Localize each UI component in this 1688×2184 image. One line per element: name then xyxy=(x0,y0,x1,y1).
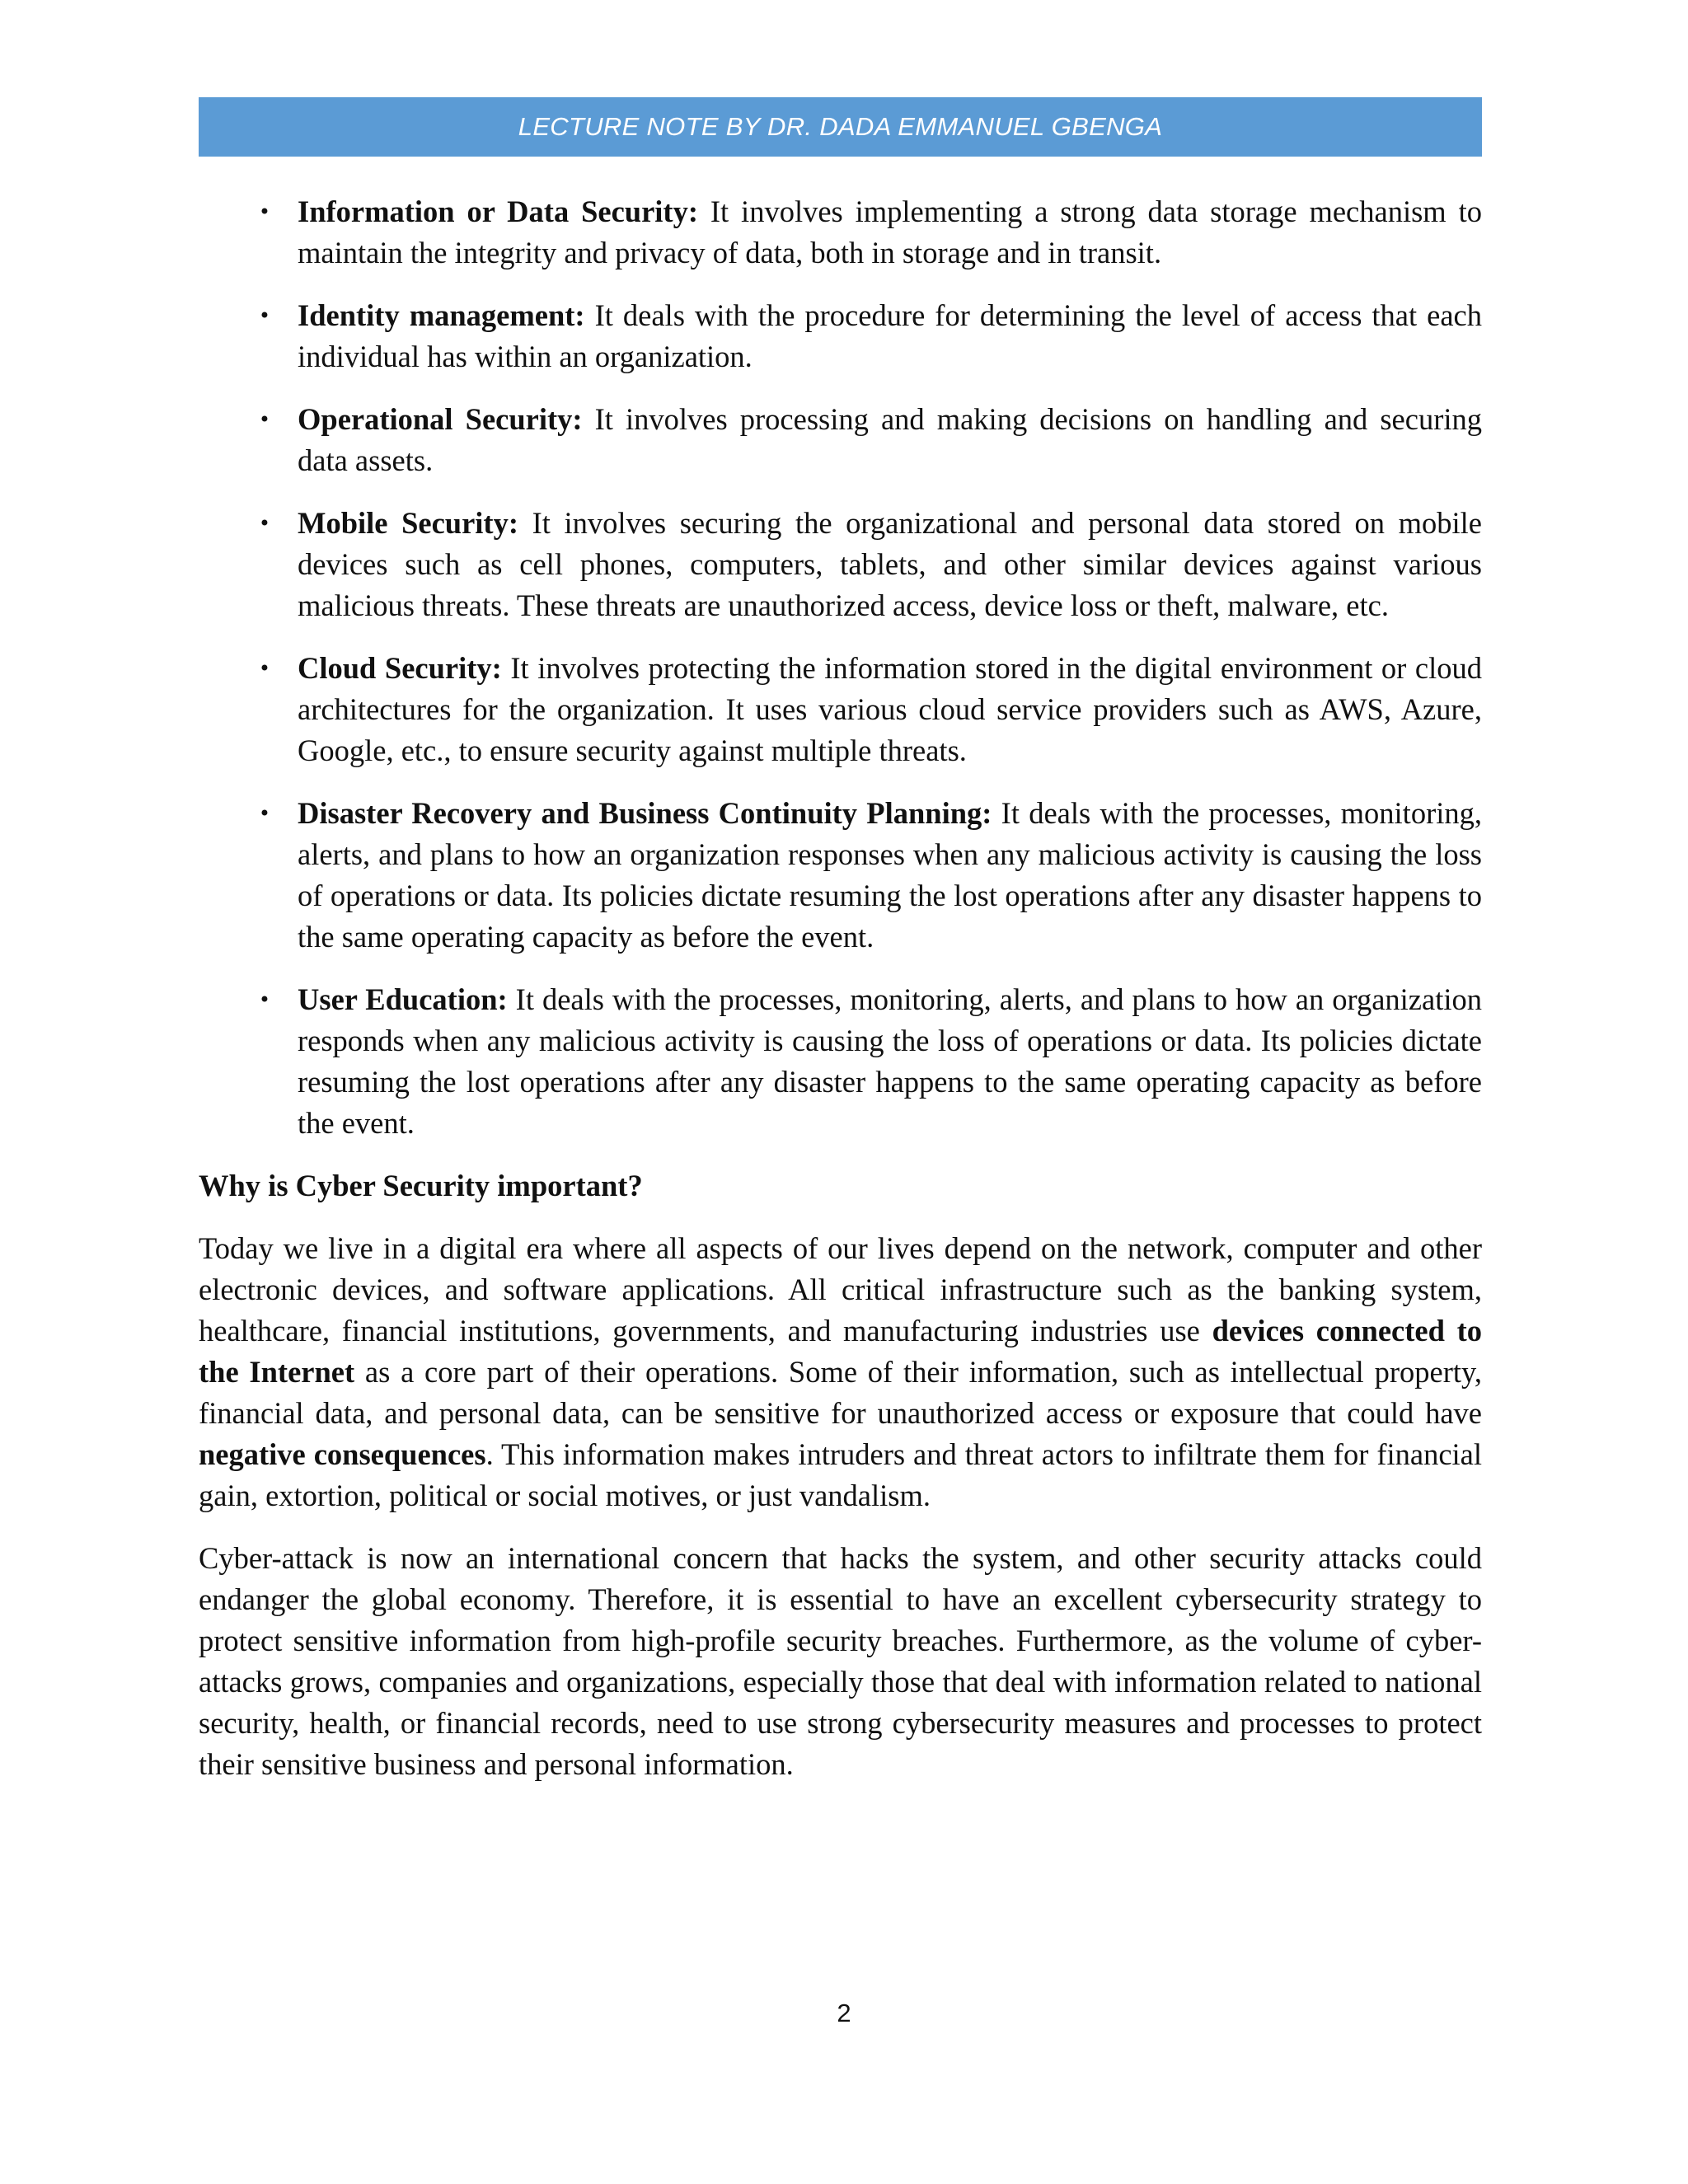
topic-term: Information or Data Security: xyxy=(298,194,698,228)
topic-term: Disaster Recovery and Business Continuity Planning: xyxy=(298,796,992,830)
topic-text: It involves implementing a strong data storage mechanism to maintain the integrity and privacy of data, both in storage and in transit. xyxy=(298,194,1482,269)
topic-text: It involves processing and making decisions on handling and securing data assets. xyxy=(298,402,1482,477)
page-content xyxy=(199,191,1482,1807)
page-number: 2 xyxy=(837,1999,851,2027)
topic-text: It deals with the processes, monitoring, alerts, and plans to how an organization responds when any malicious activity is causing the loss of operations or data. Its policies dictate resuming the lost operations after any disaster happens to the same operating capacity as before the event. xyxy=(298,982,1482,1140)
bullet-icon: • xyxy=(258,988,271,1011)
bullet-icon: • xyxy=(258,200,271,223)
topic-text: It involves protecting the information stored in the digital environment or cloud architectures for the organization. It uses various cloud service providers such as AWS, Azure, Google, etc., to ensure security against multiple threats. xyxy=(298,651,1483,767)
topic-term: User Education: xyxy=(298,982,508,1016)
list-item xyxy=(199,503,1482,626)
list-item xyxy=(199,979,1482,1144)
list-item xyxy=(199,399,1482,481)
emphasis-negative-consequences: negative consequences xyxy=(199,1437,486,1471)
bullet-icon: • xyxy=(258,304,271,327)
list-item xyxy=(199,648,1482,771)
topic-term: Cloud Security: xyxy=(298,651,502,685)
bullet-icon: • xyxy=(258,408,271,431)
page-header-title: LECTURE NOTE BY DR. DADA EMMANUEL GBENGA xyxy=(518,112,1163,141)
bullet-icon: • xyxy=(258,657,271,680)
bullet-icon: • xyxy=(258,802,271,825)
paragraph-cyber-attack: Cyber-attack is now an international concern that hacks the system, and other security attacks could endanger the global economy. Therefore, it is essential to have an excellent cybersecurity strategy to protect sensitive information from high-profile security breaches. Furthermore, as the volume of cyber-attacks grows, companies and organizations, especially those that deal with information related to national security, health, or financial records, need to use strong cybersecurity measures and processes to protect their sensitive business and personal information. xyxy=(199,1541,1482,1781)
topic-term: Identity management: xyxy=(298,298,585,332)
topic-term: Mobile Security: xyxy=(298,506,518,540)
page-header-bar xyxy=(199,97,1482,157)
topic-text: It involves securing the organizational and personal data stored on mobile devices such as cell phones, computers, tablets, and other similar devices against various malicious threats. These threats are unauthorized access, device loss or theft, malware, etc. xyxy=(298,506,1482,622)
security-topics-list xyxy=(199,191,1482,1144)
paragraph-importance xyxy=(199,1228,1482,1516)
topic-term: Operational Security: xyxy=(298,402,583,436)
topic-text: It deals with the processes, monitoring, alerts, and plans to how an organization responses when any malicious activity is causing the loss of operations or data. Its policies dictate resuming the lost operations after any disaster happens to the same operating capacity as before the event. xyxy=(298,796,1482,954)
list-item xyxy=(199,295,1482,377)
list-item xyxy=(199,191,1482,274)
paragraph-text: Today we live in a digital era where all aspects of our lives depend on the network, computer and other electronic devices, and software applications. All critical infrastructure such as the banking system, healthcare, financial institutions, governments, and manufacturing industries use xyxy=(199,1231,1482,1347)
paragraph-text: as a core part of their operations. Some of their information, such as intellectual property, financial data, and personal data, can be sensitive for unauthorized access or exposure that could have xyxy=(199,1355,1482,1430)
topic-text: It deals with the procedure for determining the level of access that each individual has within an organization. xyxy=(298,298,1483,373)
section-heading: Why is Cyber Security important? xyxy=(199,1169,643,1202)
list-item xyxy=(199,793,1482,958)
paragraph-text: . This information makes intruders and threat actors to infiltrate them for financial gain, extortion, political or social motives, or just vandalism. xyxy=(199,1437,1483,1512)
bullet-icon: • xyxy=(258,512,271,535)
emphasis-devices-connected: devices connected to the Internet xyxy=(199,1314,1482,1389)
